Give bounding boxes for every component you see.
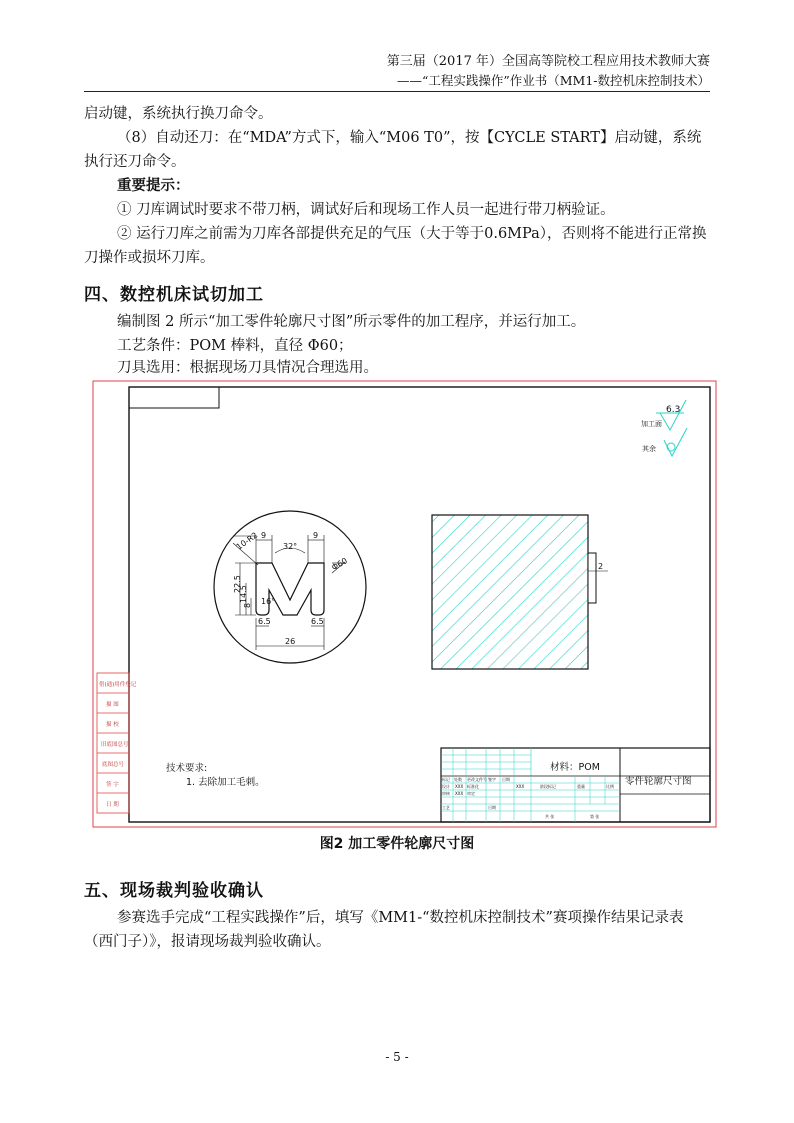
svg-text:签字: 签字	[488, 777, 496, 782]
svg-text:XXX: XXX	[455, 784, 464, 789]
svg-text:审核: 审核	[442, 791, 450, 796]
dim-label: 14.5	[239, 585, 248, 603]
section-heading: 五、现场裁判验收确认	[84, 881, 264, 901]
dim-label: 8	[243, 602, 252, 608]
svg-text:工艺: 工艺	[442, 805, 450, 810]
svg-text:审定: 审定	[467, 791, 475, 796]
roughness-label: 其余	[642, 445, 656, 453]
paragraph: 工艺条件：POM 棒料，直径 Φ60；	[117, 338, 353, 354]
svg-text:处数: 处数	[454, 777, 462, 782]
notice-title: 重要提示：	[117, 178, 190, 194]
svg-text:XXX: XXX	[516, 784, 525, 789]
svg-text:设计: 设计	[442, 784, 450, 789]
roughness-symbol	[641, 400, 687, 456]
side-label: 签 字	[106, 782, 119, 788]
dim-label: 9	[313, 531, 319, 540]
dim-label: 2	[598, 562, 604, 571]
paragraph: 编制图 2 所示“加工零件轮廓尺寸图”所示零件的加工程序，并运行加工。	[117, 314, 586, 330]
part-drawing	[0, 378, 794, 828]
svg-text:共 张: 共 张	[545, 814, 555, 819]
svg-text:更改文件号: 更改文件号	[467, 777, 487, 782]
side-label: 借(通)用件登记	[99, 682, 137, 688]
drawing-title: 零件轮廓尺寸图	[625, 776, 692, 787]
dim-label: 32°	[283, 542, 298, 551]
paragraph: （8）自动还刀：在“MDA”方式下，输入“M06 T0”，按【CYCLE START】启动键，系统执行还刀命令。	[84, 130, 702, 170]
svg-text:第 张: 第 张	[590, 814, 600, 819]
side-label: 旧底图总号	[101, 742, 129, 748]
roughness-value: 6.3	[666, 405, 681, 415]
dim-label: 10-R2	[234, 530, 260, 552]
svg-text:标准化: 标准化	[467, 784, 479, 789]
dim-label: Φ60	[330, 556, 349, 573]
section-heading: 四、数控机床试切加工	[84, 285, 264, 305]
side-label: 底图总号	[102, 762, 125, 768]
svg-text:日期: 日期	[502, 777, 510, 782]
tech-req-title: 技术要求:	[166, 763, 208, 774]
page-header	[387, 52, 710, 90]
dim-label: 16°	[261, 597, 276, 606]
dim-label: 6.5	[311, 617, 324, 626]
svg-text:日期: 日期	[488, 805, 496, 810]
front-view	[214, 511, 366, 663]
paragraph: 刀具选用：根据现场刀具情况合理选用。	[117, 360, 378, 376]
header-line2: ——“工程实践操作”作业书（MM1-数控机床控制技术）	[396, 73, 710, 88]
figure-caption: 图2 加工零件轮廓尺寸图	[319, 836, 475, 852]
tech-req-item: 1. 去除加工毛刺。	[186, 777, 265, 788]
dim-label: 26	[285, 637, 296, 646]
material-label: 材料：POM	[550, 762, 600, 773]
m-letter-outline	[256, 563, 324, 615]
paragraph: 启动键，系统执行换刀命令。	[84, 106, 273, 122]
side-label: 描 图	[106, 702, 119, 708]
side-label: 日 期	[106, 802, 119, 808]
dim-label: 6.5	[258, 617, 271, 626]
svg-text:XXX: XXX	[455, 791, 464, 796]
header-line1: 第三届（2017 年）全国高等院校工程应用技术教师大赛	[386, 54, 710, 69]
roughness-label: 加工面	[641, 420, 662, 428]
notice-item: ② 运行刀库之前需为刀库各部提供充足的气压（大于等于0.6MPa），否则将不能进行正常换刀操作或损坏刀库。	[84, 226, 707, 266]
corner-box	[129, 387, 219, 408]
svg-text:比例: 比例	[606, 784, 614, 789]
paragraph: 参赛选手完成“工程实践操作”后，填写《MM1-“数控机床控制技术”赛项操作结果记录表（西门子）》，报请现场裁判验收确认。	[84, 910, 684, 950]
side-label: 描 校	[106, 722, 119, 728]
dim-label: 9	[261, 531, 267, 540]
svg-text:阶段标记: 阶段标记	[540, 784, 556, 789]
notice-item: ① 刀库调试时要求不带刀柄，调试好后和现场工作人员一起进行带刀柄验证。	[117, 202, 615, 218]
drawing-outer-frame	[93, 381, 716, 827]
svg-text:重量: 重量	[577, 784, 585, 789]
page-number: - 5 -	[385, 1050, 409, 1064]
side-view	[432, 515, 608, 669]
dim-label: 22.5	[233, 575, 242, 593]
title-block	[441, 748, 710, 822]
svg-text:标记: 标记	[442, 777, 450, 782]
header-rule	[84, 91, 710, 92]
